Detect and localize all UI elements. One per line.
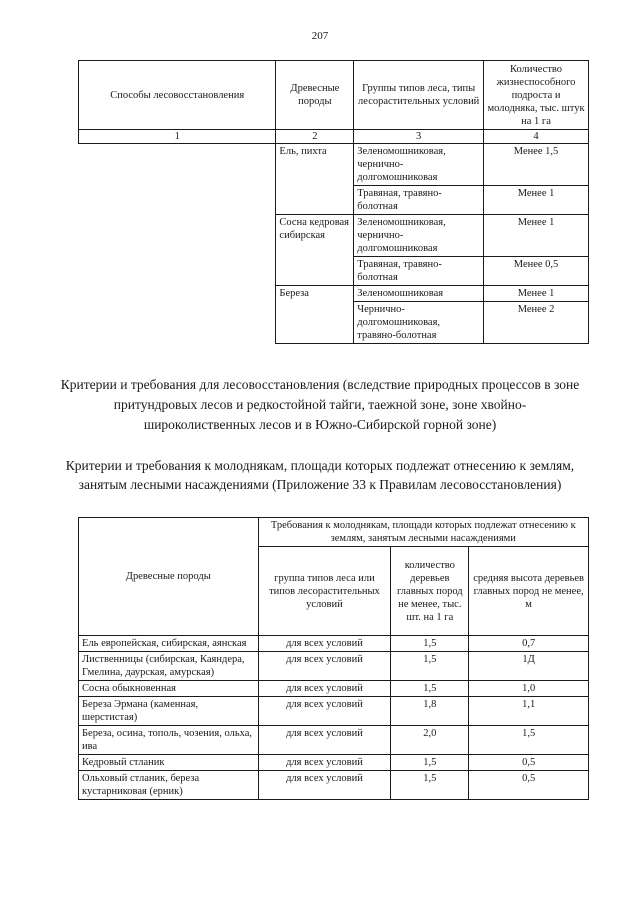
table-row bbox=[79, 697, 589, 726]
table-header-row bbox=[79, 518, 589, 547]
table-row bbox=[79, 771, 589, 800]
tree-count-cell: 1,5 bbox=[391, 681, 469, 697]
column-number: 3 bbox=[354, 130, 484, 144]
tree-count-cell: 1,5 bbox=[391, 771, 469, 800]
table-header-row bbox=[79, 61, 589, 130]
species-cell: Лиственницы (сибирская, Каяндера, Гмелина, даурская, амурская) bbox=[79, 652, 259, 681]
young-stands-requirements-table bbox=[78, 517, 589, 800]
table-row bbox=[79, 636, 589, 652]
section-heading-reforestation-criteria: Критерии и требования для лесовосстановления (вследствие природных процессов в зоне притундровых лесов и редкостойной тайги, таежной зоне, зоне хвойно-широколиственных лесов и в Южно-Сибирской горной зоне) bbox=[60, 377, 580, 432]
height-cell: 0,5 bbox=[469, 755, 589, 771]
column-number: 1 bbox=[79, 130, 276, 144]
forest-type-cell: Зеленомошниковая, чернично-долгомошниковая bbox=[354, 144, 484, 186]
forest-type-cell: Чернично-долгомошниковая, травяно-болотная bbox=[354, 302, 484, 344]
amount-cell: Менее 1 bbox=[484, 286, 589, 302]
tree-count-cell: 2,0 bbox=[391, 726, 469, 755]
amount-cell: Менее 1 bbox=[484, 186, 589, 215]
column-number: 4 bbox=[484, 130, 589, 144]
forest-group-cell: для всех условий bbox=[258, 755, 391, 771]
height-cell: 1,0 bbox=[469, 681, 589, 697]
forest-type-cell: Травяная, травяно-болотная bbox=[354, 186, 484, 215]
table-row bbox=[79, 652, 589, 681]
forest-group-cell: для всех условий bbox=[258, 726, 391, 755]
page-number: 207 bbox=[311, 30, 329, 42]
header-tree-count: количество деревьев главных пород не менее, тыс. шт. на 1 га bbox=[391, 547, 469, 636]
height-cell: 0,5 bbox=[469, 771, 589, 800]
header-forest-group: группа типов леса или типов лесорастительных условий bbox=[258, 547, 391, 636]
forest-group-cell: для всех условий bbox=[258, 681, 391, 697]
table-row bbox=[79, 726, 589, 755]
header-species: Древесные породы bbox=[79, 518, 259, 636]
species-cell: Сосна обыкновенная bbox=[79, 681, 259, 697]
forest-group-cell: для всех условий bbox=[258, 636, 391, 652]
species-cell: Береза bbox=[276, 286, 354, 344]
species-cell: Кедровый стланик bbox=[79, 755, 259, 771]
tree-count-cell: 1,5 bbox=[391, 755, 469, 771]
header-requirements: Требования к молоднякам, площади которых подлежат отнесению к землям, занятым лесными насаждениями bbox=[258, 518, 588, 547]
tree-count-cell: 1,8 bbox=[391, 697, 469, 726]
table-row bbox=[79, 144, 589, 186]
height-cell: 1Д bbox=[469, 652, 589, 681]
forest-group-cell: для всех условий bbox=[258, 697, 391, 726]
header-methods: Способы лесовосстановления bbox=[79, 61, 276, 130]
species-cell: Береза Эрмана (каменная, шерстистая) bbox=[79, 697, 259, 726]
species-cell: Ольховый стланик, береза кустарниковая (ерник) bbox=[79, 771, 259, 800]
header-amount: Количество жизнеспособного подроста и молодняка, тыс. штук на 1 га bbox=[484, 61, 589, 130]
forest-group-cell: для всех условий bbox=[258, 652, 391, 681]
tree-count-cell: 1,5 bbox=[391, 636, 469, 652]
table-row bbox=[79, 755, 589, 771]
forest-type-cell: Зеленомошниковая bbox=[354, 286, 484, 302]
height-cell: 1,5 bbox=[469, 726, 589, 755]
species-cell: Ель европейская, сибирская, аянская bbox=[79, 636, 259, 652]
amount-cell: Менее 1,5 bbox=[484, 144, 589, 186]
header-average-height: средняя высота деревьев главных пород не менее, м bbox=[469, 547, 589, 636]
height-cell: 0,7 bbox=[469, 636, 589, 652]
forest-type-cell: Зеленомошниковая, чернично-долгомошниковая bbox=[354, 215, 484, 257]
amount-cell: Менее 2 bbox=[484, 302, 589, 344]
header-species: Древесные породы bbox=[276, 61, 354, 130]
method-cell bbox=[79, 144, 276, 344]
column-number: 2 bbox=[276, 130, 354, 144]
column-number-row bbox=[79, 130, 589, 144]
species-cell: Ель, пихта bbox=[276, 144, 354, 215]
height-cell: 1,1 bbox=[469, 697, 589, 726]
forest-type-cell: Травяная, травяно-болотная bbox=[354, 257, 484, 286]
table-row bbox=[79, 681, 589, 697]
amount-cell: Менее 1 bbox=[484, 215, 589, 257]
amount-cell: Менее 0,5 bbox=[484, 257, 589, 286]
reforestation-methods-table bbox=[78, 60, 589, 344]
section-heading-young-stands-criteria: Критерии и требования к молоднякам, площади которых подлежат отнесению к землям, занятым лесными насаждениями (Приложение 33 к Правилам лесовосстановления) bbox=[65, 458, 575, 492]
header-forest-types: Группы типов леса, типы лесорастительных условий bbox=[354, 61, 484, 130]
forest-group-cell: для всех условий bbox=[258, 771, 391, 800]
species-cell: Сосна кедровая сибирская bbox=[276, 215, 354, 286]
tree-count-cell: 1,5 bbox=[391, 652, 469, 681]
species-cell: Береза, осина, тополь, чозения, ольха, ива bbox=[79, 726, 259, 755]
